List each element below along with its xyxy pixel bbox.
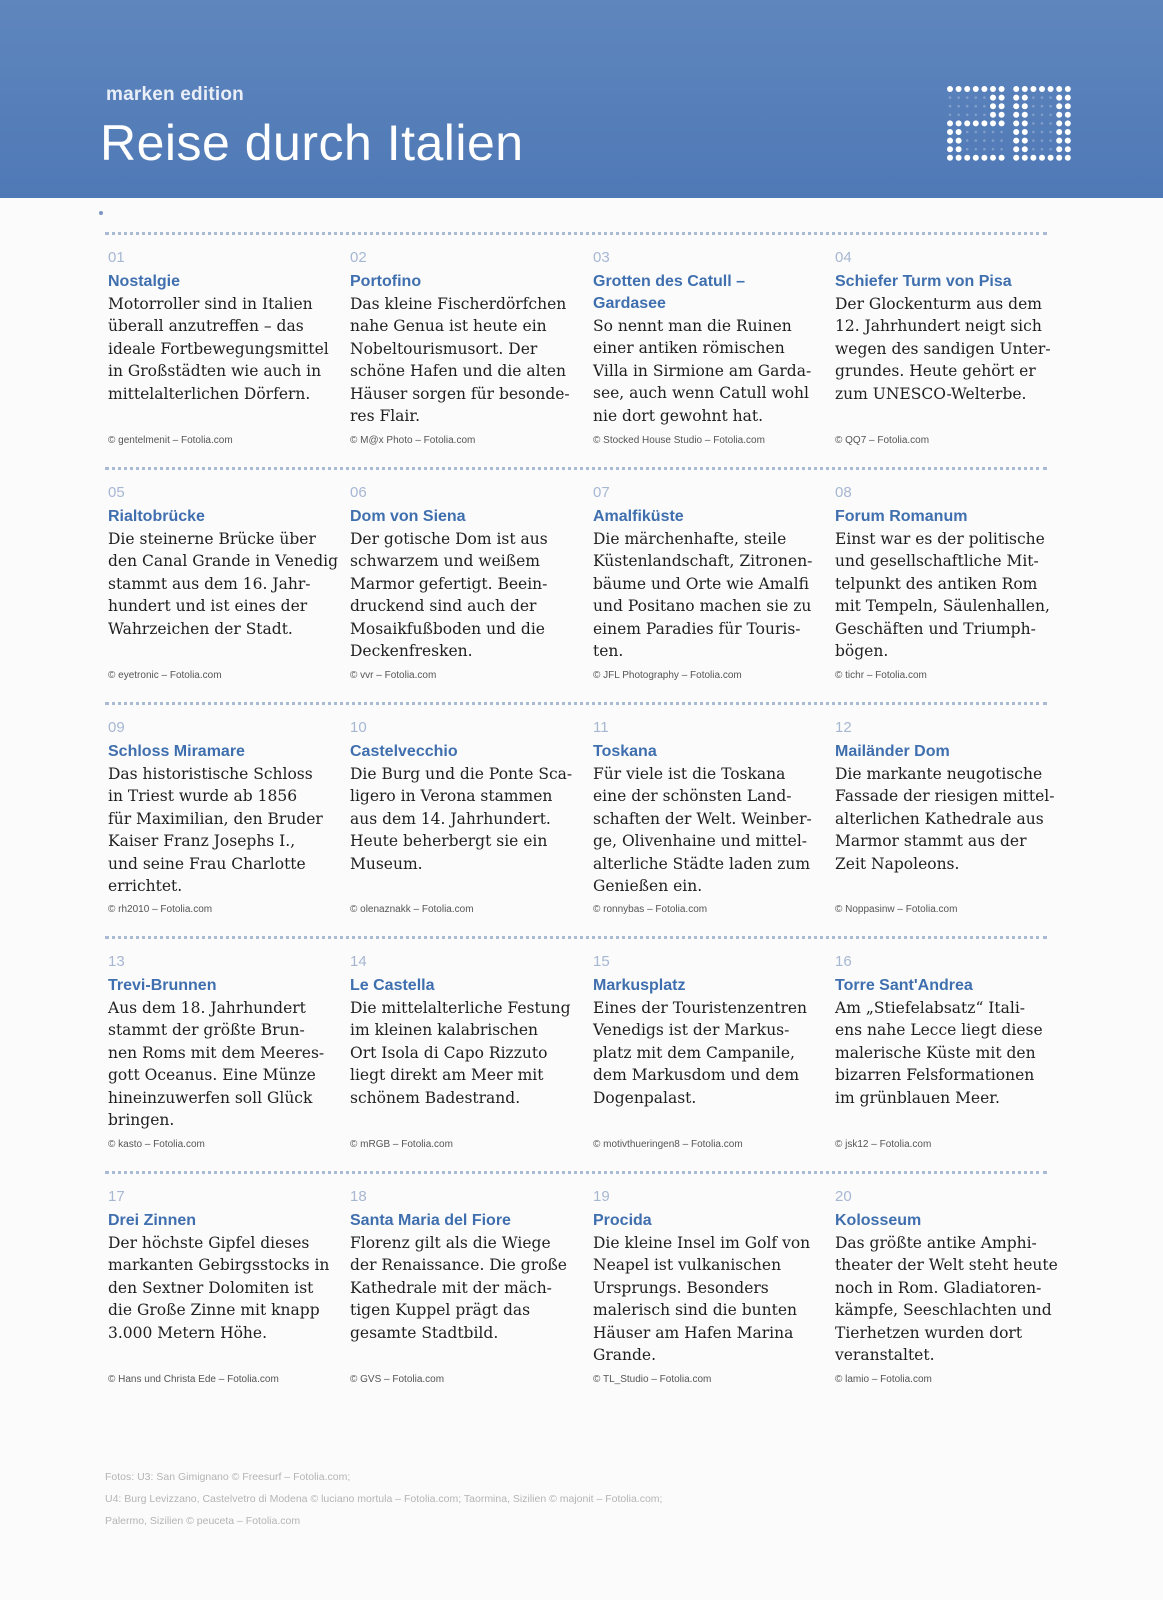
card-description: Der höchste Gipfel dieses markanten Gebirgsstocks in den Sextner Dolomiten ist die Große Zinne mit knapp 3.000 Metern Höhe. [108,1234,330,1342]
card-title: Amalfiküste [593,508,684,525]
card-photo-credit: © tichr – Fotolia.com [835,670,927,681]
card-description: Eines der Touristenzentren Venedigs ist der Markus- platz mit dem Campanile, dem Markusdom und dem Dogenpalast. [593,999,808,1107]
card-description: Das kleine Fischerdörfchen nahe Genua ist heute ein Nobeltourismusort. Der schöne Hafen und die alten Häuser sorgen für besonde- res Flair. [350,295,570,426]
card [832,470,1068,702]
card-number: 18 [350,1188,367,1205]
card-number: 02 [350,249,367,266]
card [832,939,1068,1171]
card-number: 12 [835,719,852,736]
card-title: Markusplatz [593,977,686,994]
card [105,939,341,1171]
card-photo-credit: © jsk12 – Fotolia.com [835,1139,932,1150]
card-row [105,702,1055,936]
card [347,705,583,936]
card-title: Schiefer Turm von Pisa [835,273,1012,290]
card-number: 09 [108,719,125,736]
card-title: Kolosseum [835,1212,922,1229]
footer-line-2: U4: Burg Levizzano, Castelvetro di Modena © luciano mortula – Fotolia.com; Taormina, Sizilien © majonit – Fotolia.com; [105,1493,663,1505]
card-title: Portofino [350,273,422,290]
card-number: 03 [593,249,610,266]
card-description: Das historistische Schloss in Triest wurde ab 1856 für Maximilian, den Bruder Kaiser Franz Josephs I., und seine Frau Charlotte errichtet. [108,765,323,896]
photo-credits-footer [105,1466,1065,1532]
card [347,1174,583,1406]
card [347,470,583,702]
card-description: Aus dem 18. Jahrhundert stammt der größte Brun- nen Roms mit dem Meeres- gott Oceanus. Eine Münze hineinzuwerfen soll Glück bringen. [108,999,325,1130]
card-number: 05 [108,484,125,501]
card-photo-credit: © TL_Studio – Fotolia.com [593,1374,712,1385]
card-description: Die mittelalterliche Festung im kleinen kalabrischen Ort Isola di Capo Rizzuto liegt direkt am Meer mit schönem Badestrand. [350,999,571,1107]
card-description: Das größte antike Amphi- theater der Welt steht heute noch in Rom. Gladiatoren- kämpfe, Seeschlachten und Tierhetzen wurden dort veranstaltet. [835,1234,1058,1365]
card [590,235,826,467]
card [590,1174,826,1406]
card-photo-credit: © JFL Photography – Fotolia.com [593,670,742,681]
card-title: Castelvecchio [350,743,458,760]
card [105,470,341,702]
card-title: Rialtobrücke [108,508,205,525]
card-number: 08 [835,484,852,501]
card [832,235,1068,467]
footer-line-1: Fotos: U3: San Gimignano © Freesurf – Fotolia.com; [105,1471,351,1483]
card [347,235,583,467]
card [590,470,826,702]
card-description: So nennt man die Ruinen einer antiken römischen Villa in Sirmione am Garda- see, auch wenn Catull wohl nie dort gewohnt hat. [593,317,812,425]
card-photo-credit: © ronnybas – Fotolia.com [593,904,708,915]
page-title: Reise durch Italien [100,115,524,171]
card-description: Die steinerne Brücke über den Canal Grande in Venedig stammt aus dem 16. Jahr- hundert und ist eines der Wahrzeichen der Stadt. [108,530,339,638]
card-title: Mailänder Dom [835,743,950,760]
card-title: Trevi-Brunnen [108,977,217,994]
card-row [105,232,1051,467]
card-number: 06 [350,484,367,501]
card-number: 01 [108,249,125,266]
card-number: 20 [835,1188,852,1205]
card-description: Motorroller sind in Italien überall anzutreffen – das ideale Fortbewegungsmittel in Großstädten wie auch in mittelalterlichen Dörfern. [108,295,329,403]
card-description: Florenz gilt als die Wiege der Renaissance. Die große Kathedrale mit der mäch- tigen Kuppel prägt das gesamte Stadtbild. [350,1234,567,1342]
card [832,1174,1068,1406]
card-description: Am „Stiefelabsatz“ Itali- ens nahe Lecce liegt diese malerische Küste mit den bizarren Felsformationen im grünblauen Meer. [835,999,1043,1107]
card-title: Torre Sant'Andrea [835,977,973,994]
card-description: Die märchenhafte, steile Küstenlandschaft, Zitronen- bäume und Orte wie Amalfi und Positano machen sie zu einem Paradies für Touris- ten. [593,530,813,661]
card [832,705,1068,936]
card-title: Toskana [593,743,657,760]
card-photo-credit: © mRGB – Fotolia.com [350,1139,453,1150]
card-photo-credit: © QQ7 – Fotolia.com [835,435,930,446]
card-photo-credit: © Stocked House Studio – Fotolia.com [593,435,765,446]
card [105,705,341,936]
card-number: 17 [108,1188,125,1205]
card-photo-credit: © olenaznakk – Fotolia.com [350,904,474,915]
card-description: Der Glockenturm aus dem 12. Jahrhundert neigt sich wegen des sandigen Unter- grundes. Heute gehört er zum UNESCO-Welterbe. [835,295,1051,403]
decorative-dot [99,211,103,215]
card-number: 14 [350,953,367,970]
card-row [105,1171,1058,1406]
card-photo-credit: © M@x Photo – Fotolia.com [350,435,476,446]
card-description: Der gotische Dom ist aus schwarzem und weißem Marmor gefertigt. Beein- druckend sind auch der Mosaikfußboden und die Deckenfresken. [350,530,548,661]
card-title: Dom von Siena [350,508,466,525]
card-title: Grotten des Catull – Gardasee [593,273,746,312]
card-photo-credit: © lamio – Fotolia.com [835,1374,932,1385]
card-number: 13 [108,953,125,970]
footer-line-3: Palermo, Sizilien © peuceta – Fotolia.com [105,1515,301,1527]
card-title: Drei Zinnen [108,1212,197,1229]
card-photo-credit: © rh2010 – Fotolia.com [108,904,213,915]
card-row [105,936,1047,1171]
card-number: 15 [593,953,610,970]
big-number-20 [944,82,1074,166]
card [105,1174,341,1406]
card-title: Forum Romanum [835,508,968,525]
card-photo-credit: © eyetronic – Fotolia.com [108,670,222,681]
card-description: Die kleine Insel im Golf von Neapel ist vulkanischen Ursprungs. Besonders malerisch sind die bunten Häuser am Hafen Marina Grande. [593,1234,811,1365]
card-photo-credit: © Hans und Christa Ede – Fotolia.com [108,1374,279,1385]
card [347,939,583,1171]
card-description: Für viele ist die Toskana eine der schönsten Land- schaften der Welt. Weinber- ge, Olivenhaine und mittel- alterliche Städte laden zum Genießen ein. [593,765,812,896]
card-row [105,467,1050,702]
card-title: Le Castella [350,977,435,994]
card-number: 16 [835,953,852,970]
card [105,235,341,467]
card-title: Santa Maria del Fiore [350,1212,511,1229]
card-photo-credit: © gentelmenit – Fotolia.com [108,435,233,446]
card-photo-credit: © kasto – Fotolia.com [108,1139,205,1150]
header-banner [0,0,1163,198]
card-photo-credit: © motivthueringen8 – Fotolia.com [593,1139,743,1150]
card-number: 10 [350,719,367,736]
card-description: Die markante neugotische Fassade der riesigen mittel- alterlichen Kathedrale aus Marmor stammt aus der Zeit Napoleons. [835,765,1055,873]
brand-label: marken edition [106,84,244,105]
card-photo-credit: © vvr – Fotolia.com [350,670,437,681]
card-title: Procida [593,1212,652,1229]
card-title: Schloss Miramare [108,743,245,760]
card-number: 11 [593,719,609,736]
card-number: 04 [835,249,852,266]
card-description: Einst war es der politische und gesellschaftliche Mit- telpunkt des antiken Rom mit Tempeln, Säulenhallen, Geschäften und Triumph- bögen. [835,530,1050,661]
card [590,939,826,1171]
card-title: Nostalgie [108,273,181,290]
card-description: Die Burg und die Ponte Sca- ligero in Verona stammen aus dem 14. Jahrhundert. Heute beherbergt sie ein Museum. [350,765,573,873]
card-number: 07 [593,484,610,501]
card-photo-credit: © Noppasinw – Fotolia.com [835,904,958,915]
card [590,705,826,936]
card-photo-credit: © GVS – Fotolia.com [350,1374,445,1385]
card-number: 19 [593,1188,610,1205]
card-grid [105,232,1058,1406]
